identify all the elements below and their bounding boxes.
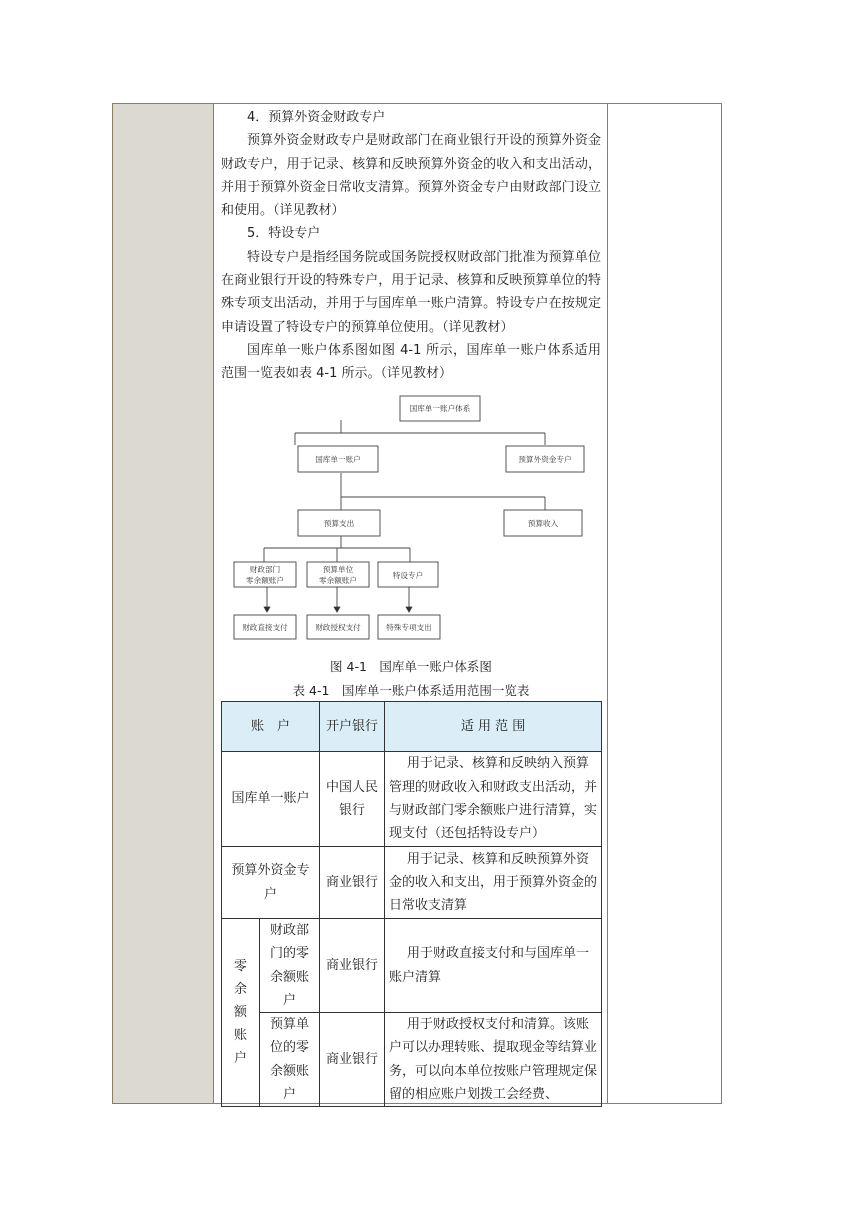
svg-text:财政部门: 财政部门 bbox=[249, 565, 281, 574]
svg-text:预算单位: 预算单位 bbox=[322, 565, 354, 574]
cell-scope: 用于财政授权支付和清算。该账户可以办理转账、提取现金等结算业务，可以向本单位按账户管理规定保留的相应账户划拨工会经费、 bbox=[385, 1013, 602, 1107]
section4-body: 预算外资金财政专户是财政部门在商业银行开设的预算外资金财政专户，用于记录、核算和反映预算外资金的收入和支出活动，并用于预算外资金日常收支清算。预算外资金专户由财政部门设立和使用。（详见教材） bbox=[221, 133, 601, 219]
left-margin-column bbox=[113, 104, 214, 1103]
node-extra-budget-account bbox=[506, 446, 584, 472]
intro-paragraph: 国库单一账户体系图如图 4-1 所示，国库单一账户体系适用范围一览表如表 4-1 所示。（详见教材） bbox=[221, 342, 601, 382]
table-row bbox=[222, 1013, 602, 1107]
section4-heading: 4．预算外资金财政专户 bbox=[247, 110, 386, 125]
node-unit-zero-balance bbox=[307, 562, 369, 587]
cell-zero-balance-group bbox=[222, 919, 260, 1107]
node-budget-revenue bbox=[504, 510, 582, 536]
section5-body: 特设专户是指经国务院或国务院授权财政部门批准为预算单位在商业银行开设的特殊专户，用于记录、核算和反映预算单位的特殊专项支出活动，并用于与国库单一账户清算。特设专户在按规定申请设置了特设专户的预算单位使用。（详见教材） bbox=[221, 249, 601, 335]
node-special-account bbox=[378, 562, 438, 587]
zero-group-label: 零余额账户 bbox=[233, 959, 247, 1067]
table-header-row bbox=[222, 702, 602, 752]
node-special-expenditure bbox=[378, 615, 440, 639]
cell-scope: 用于财政直接支付和与国库单一账户清算 bbox=[385, 919, 602, 1013]
svg-text:国库单一账户体系: 国库单一账户体系 bbox=[409, 404, 471, 413]
svg-text:特殊专项支出: 特殊专项支出 bbox=[386, 623, 432, 632]
svg-text:财政授权支付: 财政授权支付 bbox=[315, 623, 361, 632]
cell-bank: 商业银行 bbox=[320, 919, 385, 1013]
svg-text:零余额账户: 零余额账户 bbox=[319, 576, 357, 585]
node-root bbox=[400, 396, 480, 421]
header-scope: 适 用 范 围 bbox=[385, 702, 602, 752]
cell-account: 预算外资金专户 bbox=[222, 847, 320, 919]
main-text bbox=[221, 106, 601, 386]
table-row bbox=[222, 847, 602, 919]
cell-scope: 用于记录、核算和反映预算外资金的收入和支出，用于预算外资金的日常收支清算 bbox=[385, 847, 602, 919]
node-direct-payment bbox=[234, 615, 296, 639]
cell-bank: 中国人民银行 bbox=[320, 752, 385, 847]
right-margin-column bbox=[607, 104, 721, 1103]
cell-bank: 商业银行 bbox=[320, 1013, 385, 1107]
svg-text:零余额账户: 零余额账户 bbox=[246, 576, 284, 585]
cell-bank: 商业银行 bbox=[320, 847, 385, 919]
cell-scope: 用于记录、核算和反映纳入预算管理的财政收入和财政支出活动，并与财政部门零余额账户进行清算，实现支付（还包括特设专户） bbox=[385, 752, 602, 847]
svg-text:预算外资金专户: 预算外资金专户 bbox=[518, 455, 572, 464]
svg-text:特设专户: 特设专户 bbox=[392, 571, 424, 580]
header-account: 账 户 bbox=[222, 702, 320, 752]
account-scope-table bbox=[221, 701, 602, 1107]
table-caption: 表 4-1 国库单一账户体系适用范围一览表 bbox=[292, 683, 530, 698]
svg-text:国库单一账户: 国库单一账户 bbox=[315, 455, 361, 464]
cell-account: 国库单一账户 bbox=[222, 752, 320, 847]
node-treasury-account bbox=[298, 446, 378, 472]
table-row bbox=[222, 919, 602, 1013]
header-bank: 开户银行 bbox=[320, 702, 385, 752]
svg-text:预算收入: 预算收入 bbox=[527, 519, 559, 528]
account-system-diagram bbox=[228, 390, 590, 646]
cell-account: 财政部门的零余额账户 bbox=[260, 919, 320, 1013]
svg-text:预算支出: 预算支出 bbox=[323, 519, 355, 528]
section5-heading: 5．特设专户 bbox=[247, 226, 321, 242]
node-authorized-payment bbox=[307, 615, 369, 639]
node-budget-expenditure bbox=[298, 510, 380, 536]
table-row bbox=[222, 752, 602, 847]
node-finance-zero-balance bbox=[234, 562, 296, 587]
cell-account: 预算单位的零余额账户 bbox=[260, 1013, 320, 1107]
svg-text:财政直接支付: 财政直接支付 bbox=[242, 623, 288, 632]
figure-caption: 图 4-1 国库单一账户体系图 bbox=[330, 659, 492, 674]
